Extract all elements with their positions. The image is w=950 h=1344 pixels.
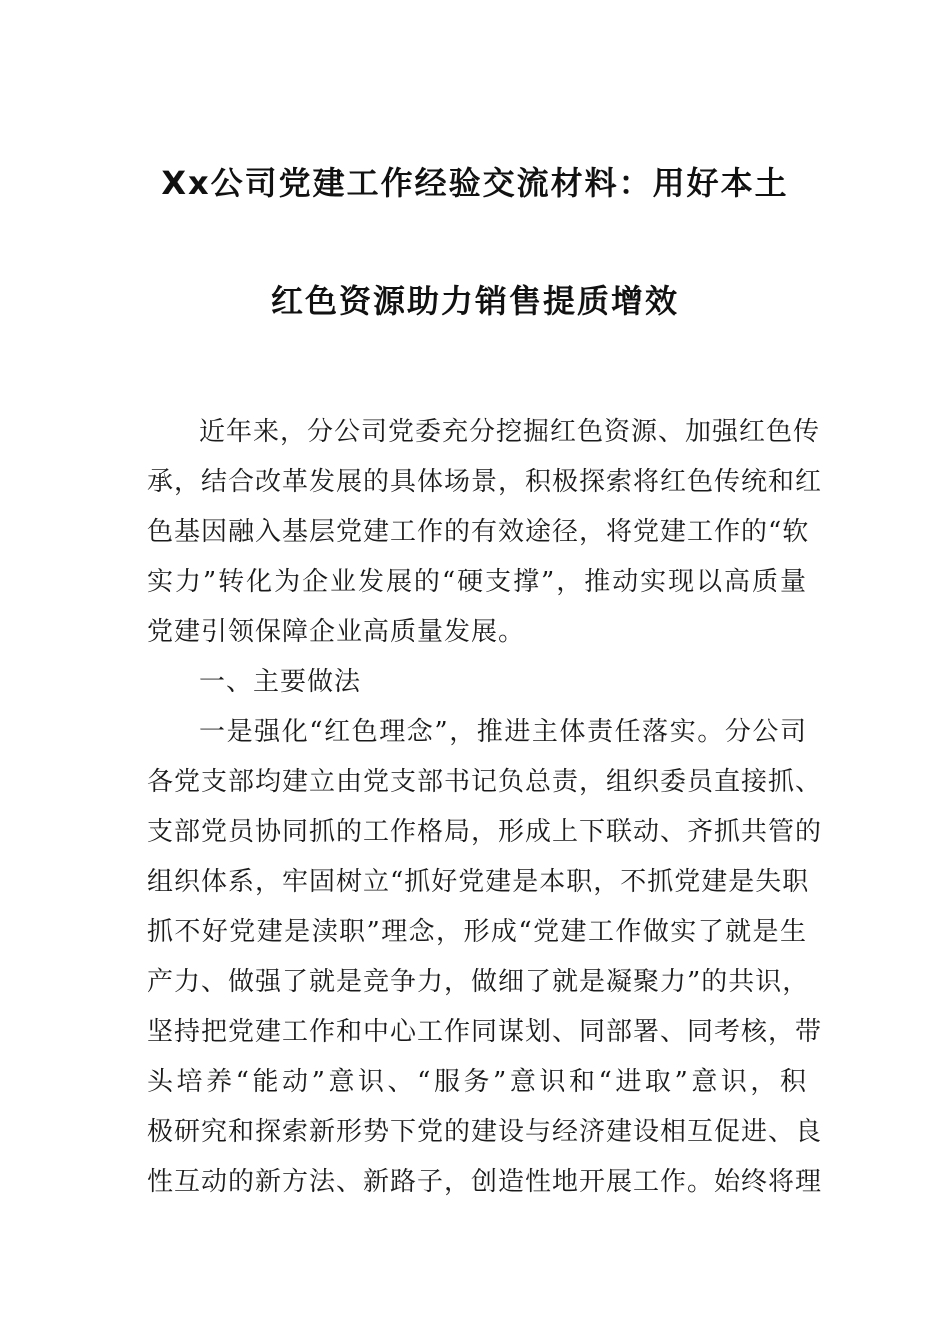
paragraph-1-line-5: 党建引领保障企业高质量发展。 bbox=[147, 617, 526, 647]
paragraph-2-line-9: 极研究和探索新形势下党的建设与经济建设相互促进、良 bbox=[147, 1117, 823, 1147]
paragraph-2-line-4: 组织体系，牢固树立“抓好党建是本职，不抓党建是失职 bbox=[147, 867, 810, 897]
paragraph-2-line-1: 一是强化“红色理念”，推进主体责任落实。分公司 bbox=[199, 717, 807, 747]
paragraph-1-line-4: 实力”转化为企业发展的“硬支撑”，推动实现以高质量 bbox=[147, 567, 807, 597]
paragraph-1-line-2: 承，结合改革发展的具体场景，积极探索将红色传统和红 bbox=[147, 467, 823, 497]
document-title-line-2: 红色资源助力销售提质增效 bbox=[270, 282, 679, 320]
paragraph-2-line-3: 支部党员协同抓的工作格局，形成上下联动、齐抓共管的 bbox=[147, 817, 823, 847]
section-heading: 一、主要做法 bbox=[199, 667, 362, 697]
document-title-line-1: Xx公司党建工作经验交流材料：用好本土 bbox=[161, 164, 789, 202]
paragraph-2-line-6: 产力、做强了就是竞争力，做细了就是凝聚力”的共识， bbox=[147, 967, 810, 997]
paragraph-2-line-2: 各党支部均建立由党支部书记负总责，组织委员直接抓、 bbox=[147, 767, 823, 797]
paragraph-2-line-8: 头培养“能动”意识、“服务”意识和“进取”意识，积 bbox=[147, 1067, 807, 1097]
paragraph-2-line-7: 坚持把党建工作和中心工作同谋划、同部署、同考核，带 bbox=[147, 1017, 823, 1047]
paragraph-1-line-3: 色基因融入基层党建工作的有效途径，将党建工作的“软 bbox=[147, 517, 810, 547]
paragraph-2-line-5: 抓不好党建是渎职”理念，形成“党建工作做实了就是生 bbox=[147, 917, 807, 947]
paragraph-1-line-1: 近年来，分公司党委充分挖掘红色资源、加强红色传 bbox=[199, 417, 821, 447]
paragraph-2-line-10: 性互动的新方法、新路子，创造性地开展工作。始终将理 bbox=[147, 1167, 823, 1197]
